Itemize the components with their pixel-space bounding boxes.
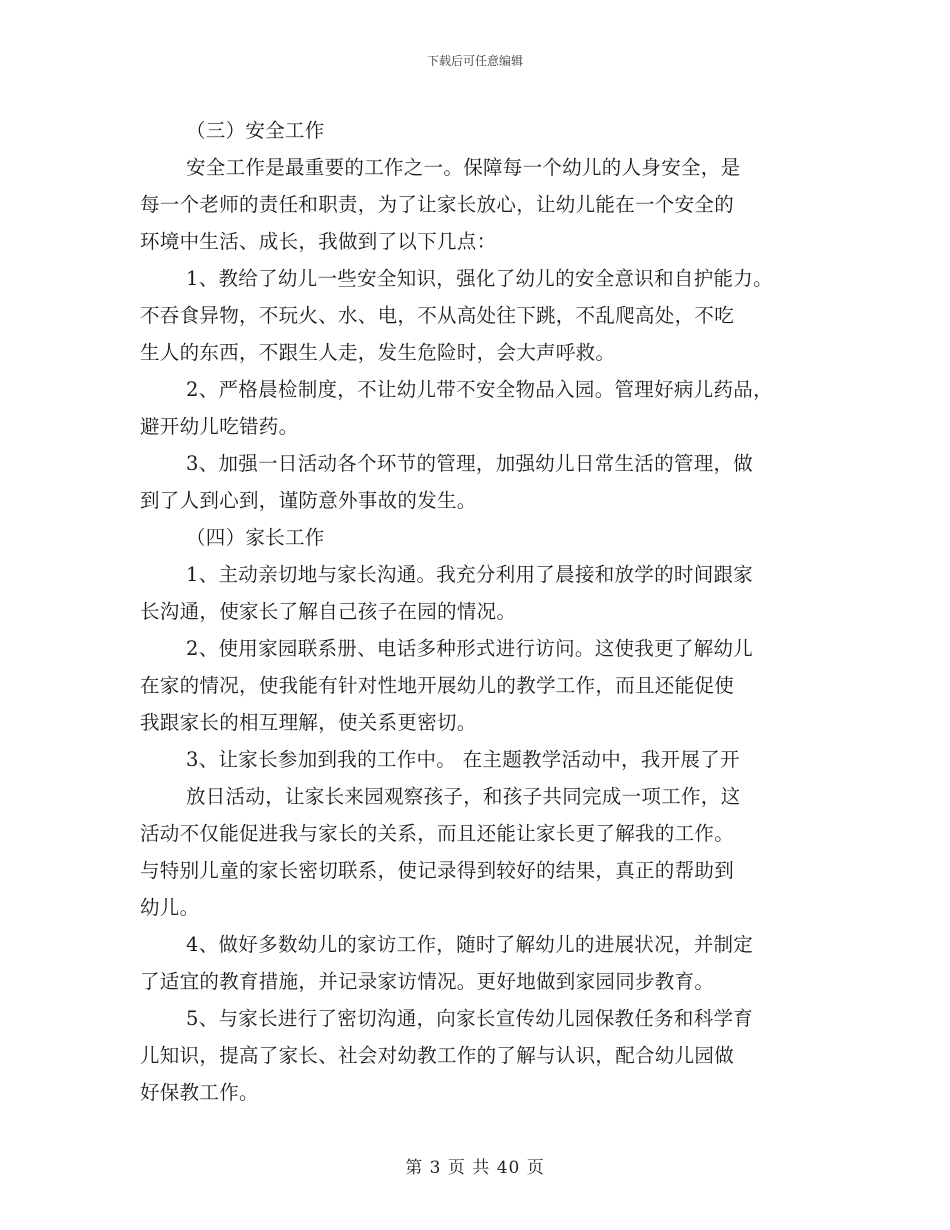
text-line: 3、让家长参加到我的工作中。 在主题教学活动中，我开展了开 <box>186 748 740 771</box>
text-line: 3、加强一日活动各个环节的管理，加强幼儿日常生活的管理，做 <box>186 452 754 475</box>
text-line: 安全工作是最重要的工作之一。保障每一个幼儿的人身安全，是 <box>186 156 741 179</box>
text-line: 了适宜的教育措施，并记录家访情况。更好地做到家园同步教育。 <box>140 970 715 993</box>
text-line: 每一个老师的责任和职责，为了让家长放心，让幼儿能在一个安全的 <box>140 193 735 216</box>
text-line: 放日活动，让家长来园观察孩子，和孩子共同完成一项工作，这 <box>186 785 741 808</box>
page-footer: 第 3 页 共 40 页 <box>405 1158 545 1178</box>
text-line: 生人的东西，不跟生人走，发生危险时，会大声呼救。 <box>140 341 616 364</box>
text-line: 到了人到心到，谨防意外事故的发生。 <box>140 489 477 512</box>
text-line: 好保教工作。 <box>140 1081 259 1104</box>
text-line: （四）家长工作 <box>186 526 325 549</box>
text-line: 在家的情况，使我能有针对性地开展幼儿的教学工作，而且还能促使 <box>140 674 735 697</box>
text-line: 1、主动亲切地与家长沟通。我充分利用了晨接和放学的时间跟家 <box>186 563 754 586</box>
text-line: 1、教给了幼儿一些安全知识，强化了幼儿的安全意识和自护能力。 <box>186 267 773 290</box>
text-line: 4、做好多数幼儿的家访工作，随时了解幼儿的进展状况，并制定 <box>186 933 754 956</box>
text-line: 长沟通，使家长了解自己孩子在园的情况。 <box>140 600 517 623</box>
text-line: 环境中生活、成长，我做到了以下几点： <box>140 230 497 253</box>
text-line: 儿知识，提高了家长、社会对幼教工作的了解与认识，配合幼儿园做 <box>140 1044 735 1067</box>
text-line: 2、使用家园联系册、电话多种形式进行访问。这使我更了解幼儿 <box>186 637 754 660</box>
text-line: 5、与家长进行了密切沟通，向家长宣传幼儿园保教任务和科学育 <box>186 1007 754 1030</box>
text-line: （三）安全工作 <box>186 119 325 142</box>
text-line: 幼儿。 <box>140 896 200 919</box>
text-line: 与特别儿童的家长密切联系，使记录得到较好的结果，真正的帮助到 <box>140 859 735 882</box>
text-line: 我跟家长的相互理解，使关系更密切。 <box>140 711 477 734</box>
text-line: 不吞食异物，不玩火、水、电，不从高处往下跳，不乱爬高处，不吃 <box>140 304 735 327</box>
document-body <box>140 112 840 1111</box>
text-line: 避开幼儿吃错药。 <box>140 415 299 438</box>
page-header: 下载后可任意编辑 <box>426 54 523 68</box>
text-line: 活动不仅能促进我与家长的关系，而且还能让家长更了解我的工作。 <box>140 822 735 845</box>
text-line: 2、严格晨检制度，不让幼儿带不安全物品入园。管理好病儿药品， <box>186 378 773 401</box>
